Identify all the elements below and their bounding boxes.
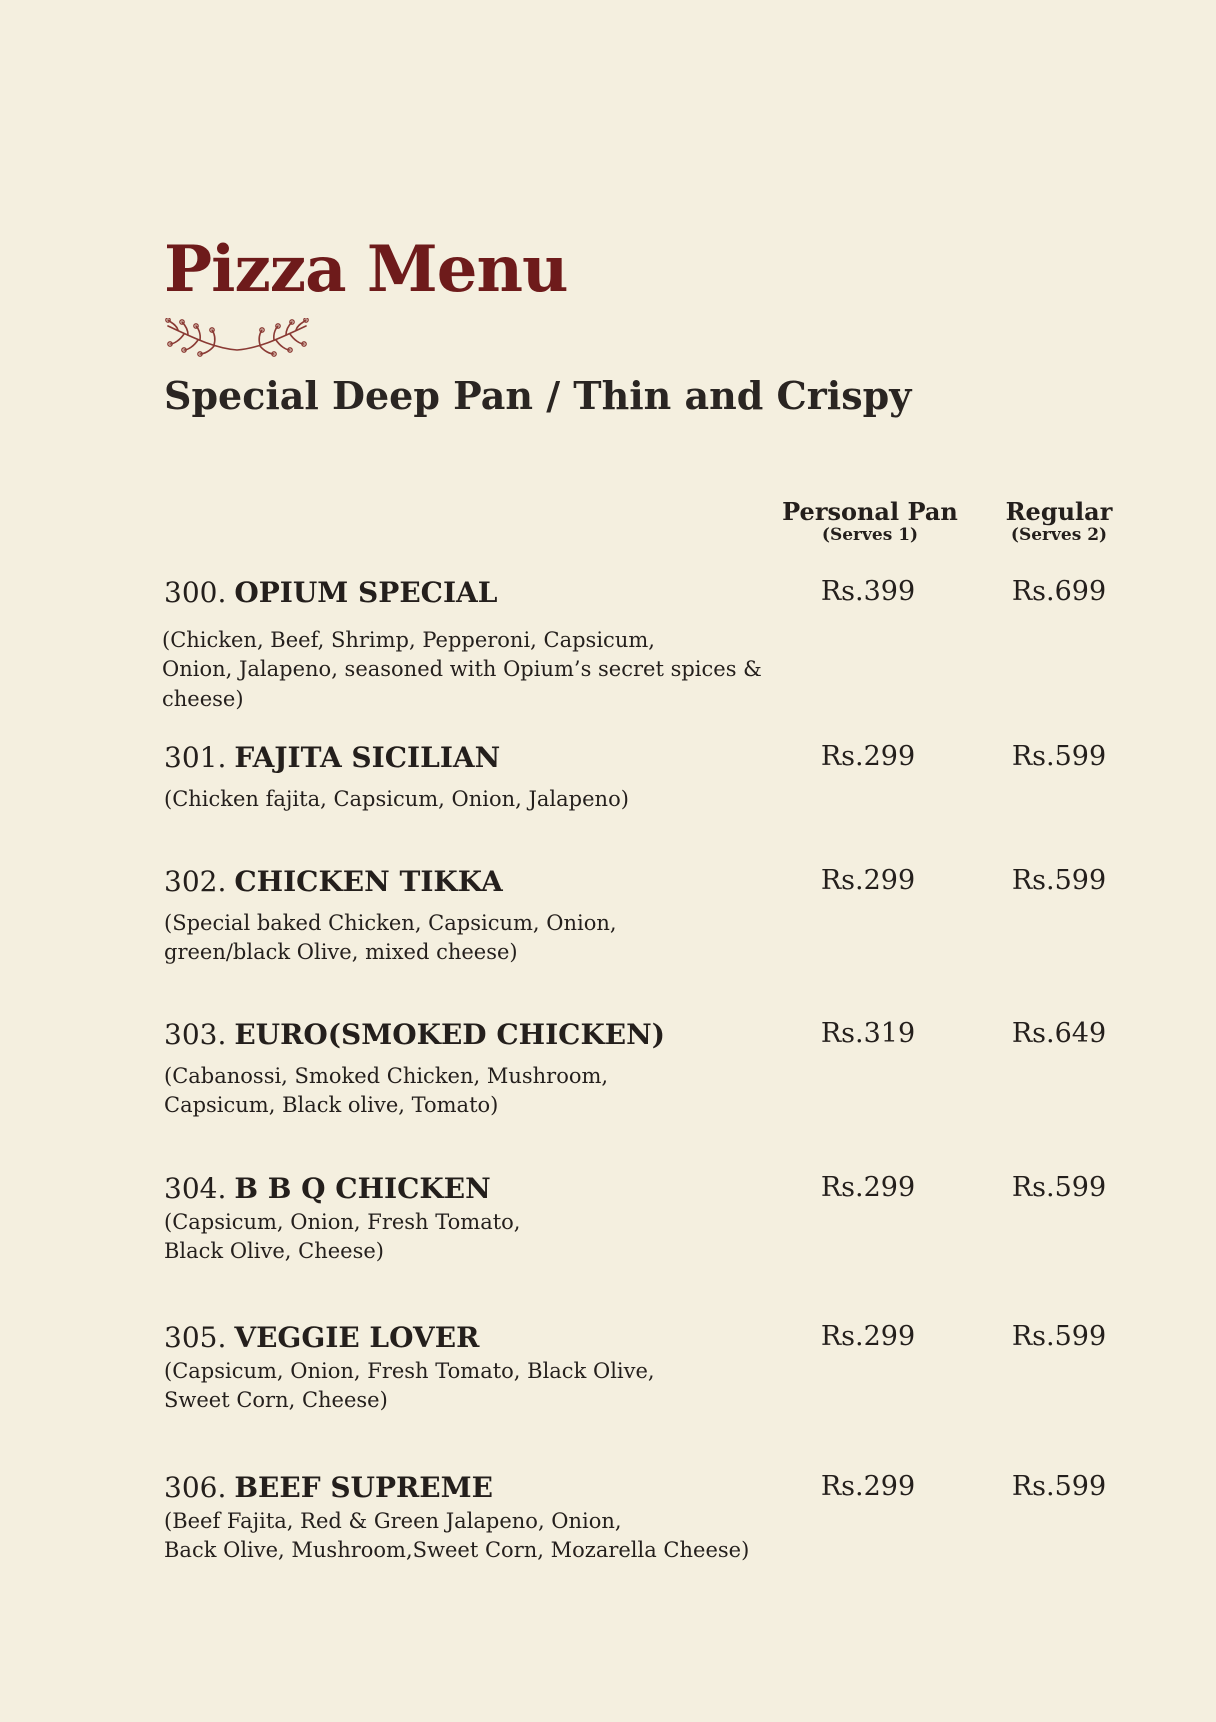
menu-item-name: CHICKEN TIKKA (234, 865, 503, 898)
price-personal-pan: Rs.319 (820, 1018, 916, 1049)
menu-item-303 (164, 1018, 1124, 1121)
menu-item-description: (Capsicum, Onion, Fresh Tomato, Black Olive, Sweet Corn, Cheese) (164, 1358, 655, 1413)
column-header-serves: (Serves 1) (821, 524, 919, 545)
menu-item-name: VEGGIE LOVER (234, 1321, 480, 1354)
menu-item-name: BEEF SUPREME (234, 1471, 493, 1504)
leaf-ornament-icon (164, 318, 310, 360)
price-regular: Rs.649 (1011, 1018, 1107, 1049)
price-personal-pan: Rs.299 (820, 865, 916, 896)
price-personal-pan: Rs.399 (820, 576, 916, 607)
menu-item-name: FAJITA SICILIAN (234, 741, 501, 774)
menu-item-name: B B Q CHICKEN (234, 1172, 491, 1205)
menu-item-number: 303. (164, 1018, 227, 1051)
menu-item-description: (Special baked Chicken, Capsicum, Onion, green/black Olive, mixed cheese) (164, 910, 617, 965)
column-header-personal-pan (780, 498, 960, 545)
price-regular: Rs.599 (1011, 741, 1107, 772)
column-header-label: Regular (1005, 497, 1113, 526)
menu-item-description: (Capsicum, Onion, Fresh Tomato, Black Olive, Cheese) (164, 1209, 521, 1264)
price-personal-pan: Rs.299 (820, 1471, 916, 1502)
column-header-serves: (Serves 2) (1010, 524, 1108, 545)
menu-item-302 (164, 865, 1124, 968)
price-personal-pan: Rs.299 (820, 1321, 916, 1352)
price-regular: Rs.599 (1011, 1321, 1107, 1352)
price-personal-pan: Rs.299 (820, 741, 916, 772)
column-header-regular (969, 498, 1149, 545)
menu-item-number: 301. (164, 741, 227, 774)
menu-item-description: (Chicken, Beef, Shrimp, Pepperoni, Capsicum, Onion, Jalapeno, seasoned with Opium’s secret spices & cheese) (162, 627, 762, 712)
price-personal-pan: Rs.299 (820, 1172, 916, 1203)
menu-item-description: (Chicken fajita, Capsicum, Onion, Jalapeno) (164, 786, 629, 811)
menu-item-description: (Beef Fajita, Red & Green Jalapeno, Onion, Back Olive, Mushroom,Sweet Corn, Mozarella Cheese) (164, 1508, 750, 1563)
menu-item-number: 304. (164, 1172, 227, 1205)
page-title: Pizza Menu (164, 232, 568, 307)
menu-item-306 (164, 1471, 1124, 1566)
price-regular: Rs.599 (1011, 1471, 1107, 1502)
price-regular: Rs.599 (1011, 865, 1107, 896)
menu-item-305 (164, 1321, 1124, 1416)
section-subtitle: Special Deep Pan / Thin and Crispy (164, 373, 912, 418)
menu-item-301 (164, 741, 1124, 814)
column-header-label: Personal Pan (782, 497, 958, 526)
menu-item-number: 305. (164, 1321, 227, 1354)
menu-item-300 (164, 576, 1124, 715)
price-regular: Rs.699 (1011, 576, 1107, 607)
menu-item-name: EURO(SMOKED CHICKEN) (234, 1018, 665, 1051)
menu-item-304 (164, 1172, 1124, 1267)
menu-item-number: 300. (164, 576, 227, 609)
menu-item-description: (Cabanossi, Smoked Chicken, Mushroom, Capsicum, Black olive, Tomato) (164, 1063, 609, 1118)
price-regular: Rs.599 (1011, 1172, 1107, 1203)
menu-item-number: 306. (164, 1471, 227, 1504)
menu-item-number: 302. (164, 865, 227, 898)
menu-item-name: OPIUM SPECIAL (234, 576, 498, 609)
